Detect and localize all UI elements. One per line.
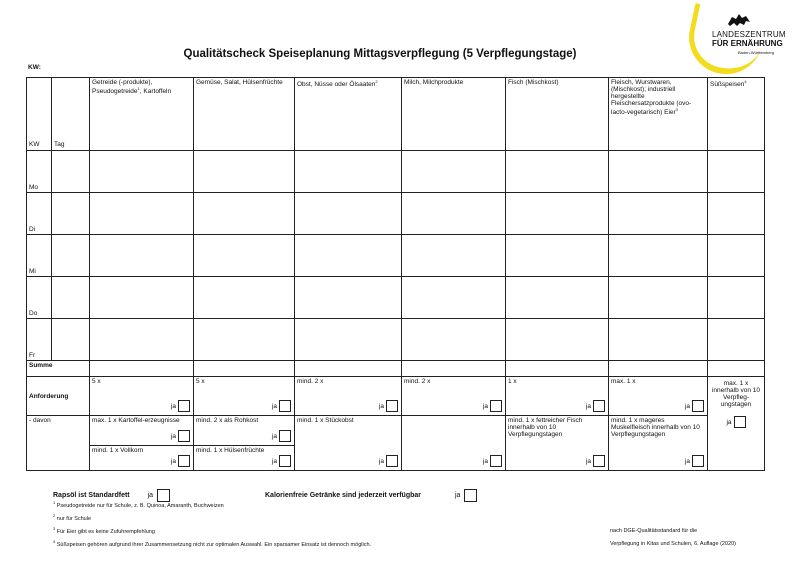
davon-cell: mind. 1 x Hülsenfrüchte ja [194,446,295,471]
rapsoel-label: Rapsöl ist Standardfett [53,492,130,499]
lze-logo [690,8,790,70]
anforderung-cell: mind. 2 x ja [295,377,402,416]
entry-cell[interactable] [295,151,402,193]
entry-cell[interactable] [609,277,708,319]
logo-text-2: FÜR ERNÄHRUNG [712,39,783,48]
entry-cell[interactable] [90,361,194,377]
header-suessspeisen: Süßspeisen$^4$ [708,78,765,151]
davon-cell: mind. 1 x Vollkorn ja [90,446,194,471]
entry-cell[interactable] [90,151,194,193]
entry-cell[interactable] [609,151,708,193]
entry-cell[interactable] [708,277,765,319]
entry-cell[interactable] [295,235,402,277]
getraenke-label: Kalorienfreie Getränke sind jederzeit verfügbar [265,492,421,499]
entry-cell[interactable] [609,319,708,361]
ja-checkbox[interactable] [386,400,398,412]
entry-cell[interactable] [90,319,194,361]
ja-checkbox[interactable] [490,455,502,467]
entry-cell[interactable] [506,319,609,361]
day-row-di [27,193,765,235]
entry-cell[interactable] [402,193,506,235]
ja-checkbox[interactable] [178,430,190,442]
ja-checkbox[interactable] [734,416,746,428]
entry-cell[interactable] [708,235,765,277]
davon-label: - davon [27,416,90,471]
entry-cell[interactable] [90,235,194,277]
anforderung-cell: 5 x ja [194,377,295,416]
entry-cell[interactable] [708,319,765,361]
reference-line-1: nach DGE-Qualitätsstandard für die [610,528,698,534]
header-gemuese: Gemüse, Salat, Hülsenfrüchte [194,78,295,151]
ja-checkbox[interactable] [178,455,190,467]
ja-checkbox[interactable] [279,430,291,442]
davon-cell: mind. 1 x Stückobst ja [295,416,402,471]
anforderung-row [27,377,765,416]
entry-cell[interactable] [402,361,506,377]
anforderung-suessspeisen: max. 1 x innerhalb von 10 Verpfleg-ungstagen ja [708,377,765,471]
entry-cell[interactable] [402,235,506,277]
davon-cell: mind. 1 x mageres Muskelfleisch innerhalb von 10 Verpflegungstagen ja [609,416,708,471]
entry-cell[interactable] [609,193,708,235]
davon-cell: mind. 2 x als Rohkost ja [194,416,295,446]
davon-cell: mind. 1 x fettreicher Fisch innerhalb von 10 Verpflegungstagen ja [506,416,609,471]
footnote-3: $^3$ Für Eier gibt es keine Zufuhrempfehlung [53,526,155,535]
getraenke-line: Kalorienfreie Getränke sind jederzeit verfügbar ja [265,489,477,502]
day-row-mi [27,235,765,277]
anforderung-cell: 5 x ja [90,377,194,416]
entry-cell[interactable] [194,151,295,193]
anforderung-cell: 1 x ja [506,377,609,416]
header-kw: KW [27,78,52,151]
day-row-fr [27,319,765,361]
entry-cell[interactable] [52,319,90,361]
header-obst: Obst, Nüsse oder Ölsaaten$^2$ [295,78,402,151]
ja-checkbox[interactable] [593,455,605,467]
header-getreide: Getreide (-produkte), Pseudogetreide$^1$, Kartoffeln [90,78,194,151]
anforderung-cell: mind. 2 x ja [402,377,506,416]
footnote-2: $^2$ nur für Schule [53,513,92,522]
day-label-mi: Mi [27,235,52,277]
footnote-4: $^4$ Süßspeisen gehören aufgrund ihrer Zusammensetzung nicht zur optimalen Auswahl. Ein sparsamer Einsatz ist dennoch möglich. [53,539,372,548]
day-row-do [27,277,765,319]
header-fleisch: Fleisch, Wurstwaren, (Mischkost); industriell hergestellte Fleischersatzprodukte (ovo-lacto-vegetarisch) Eier$^3$ [609,78,708,151]
entry-cell[interactable] [402,319,506,361]
day-label-mo: Mo [27,151,52,193]
entry-cell[interactable] [194,235,295,277]
kw-label: KW: [28,64,41,71]
davon-cell: ja [402,416,506,471]
entry-cell[interactable] [708,361,765,377]
entry-cell[interactable] [194,319,295,361]
reference-line-2: Verpflegung in Kitas und Schulen, 6. Auflage (2020) [610,541,736,547]
ja-checkbox[interactable] [279,455,291,467]
ja-checkbox[interactable] [692,455,704,467]
page-title: Qualitätscheck Speiseplanung Mittagsverpflegung (5 Verpflegungstage) [183,48,577,60]
entry-cell[interactable] [194,193,295,235]
entry-cell[interactable] [402,277,506,319]
entry-cell[interactable] [506,361,609,377]
anforderung-label: Anforderung [27,377,90,416]
header-fisch: Fisch (Mischkost) [506,78,609,151]
ja-checkbox[interactable] [593,400,605,412]
footnote-1: $^1$ Pseudogetreide nur für Schule, z. B. Quinoa, Amaranth, Buchweizen [53,500,224,509]
davon-row-1 [27,416,765,446]
ja-checkbox[interactable] [386,455,398,467]
logo-text-3: Baden-Württemberg [738,50,775,55]
entry-cell[interactable] [506,235,609,277]
logo-text-1: LANDESZENTRUM [712,30,786,39]
entry-cell[interactable] [194,277,295,319]
entry-cell[interactable] [506,193,609,235]
entry-cell[interactable] [609,361,708,377]
entry-cell[interactable] [295,193,402,235]
ja-checkbox[interactable] [178,400,190,412]
entry-cell[interactable] [90,193,194,235]
header-row [27,78,765,151]
entry-cell[interactable] [52,193,90,235]
entry-cell[interactable] [708,193,765,235]
entry-cell[interactable] [194,361,295,377]
entry-cell[interactable] [506,277,609,319]
entry-cell[interactable] [506,151,609,193]
summe-label: Summe [27,361,90,377]
getraenke-checkbox[interactable] [464,489,477,502]
ja-checkbox[interactable] [692,400,704,412]
davon-cell: max. 1 x Kartoffel-erzeugnisse ja [90,416,194,446]
entry-cell[interactable] [52,277,90,319]
entry-cell[interactable] [295,277,402,319]
ja-checkbox[interactable] [490,400,502,412]
entry-cell[interactable] [609,235,708,277]
entry-cell[interactable] [295,361,402,377]
day-label-di: Di [27,193,52,235]
anforderung-cell: max. 1 x ja [609,377,708,416]
entry-cell[interactable] [52,235,90,277]
day-row-mo [27,151,765,193]
entry-cell[interactable] [90,277,194,319]
ja-checkbox[interactable] [279,400,291,412]
day-label-fr: Fr [27,319,52,361]
header-tag: Tag [52,78,90,151]
entry-cell[interactable] [52,151,90,193]
menu-check-table [26,77,765,471]
lion-icon [726,12,752,28]
entry-cell[interactable] [708,151,765,193]
day-label-do: Do [27,277,52,319]
summe-row [27,361,765,377]
rapsoel-line: Rapsöl ist Standardfett ja [53,489,170,502]
entry-cell[interactable] [402,151,506,193]
entry-cell[interactable] [295,319,402,361]
header-milch: Milch, Milchprodukte [402,78,506,151]
